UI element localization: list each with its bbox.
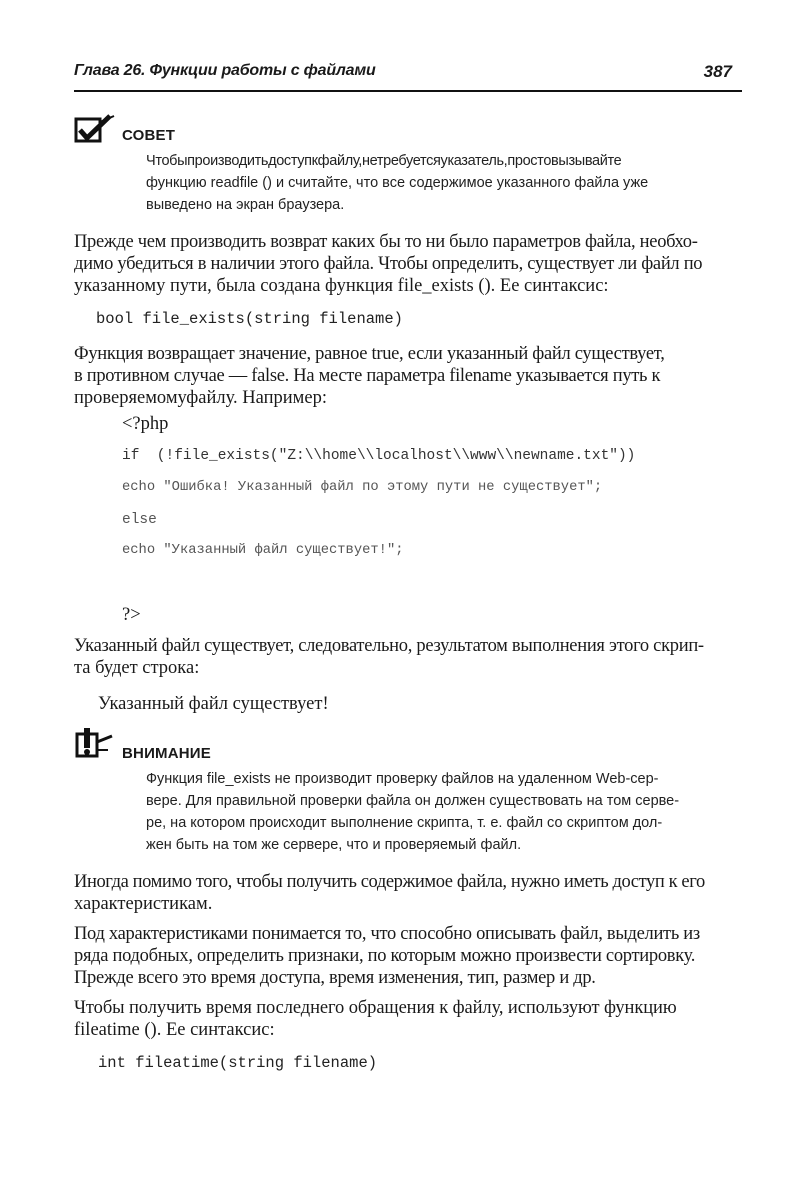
code-echo-ok: echo "Указанный файл существует!"; <box>122 543 404 558</box>
chapter-title: Глава 26. Функции работы с файлами <box>74 62 376 79</box>
paragraph-5-line-3: Прежде всего это время доступа, время изменения, тип, размер и др. <box>74 968 596 988</box>
page-header <box>74 62 742 92</box>
paragraph-5-line-1: Под характеристиками понимается то, что способно описывать файл, выделить из <box>74 924 700 944</box>
paragraph-2-line-3: проверяемомуфайлу. Например: <box>74 388 327 408</box>
warning-line-2: вере. Для правильной проверки файла он должен существовать на том серве- <box>146 793 680 809</box>
tip-line-2: функцию readfile () и считайте, что все содержимое указанного файла уже <box>146 175 649 191</box>
result-output: Указанный файл существует! <box>98 694 329 714</box>
warning-sign-icon <box>74 726 116 760</box>
warning-line-1: Функция file_exists не производит проверку файлов на удаленном Web-сер- <box>146 771 659 787</box>
checkmark-pencil-icon <box>74 114 116 144</box>
paragraph-3-line-2: та будет строка: <box>74 658 200 678</box>
paragraph-2-line-1: Функция возвращает значение, равное true, если указанный файл существует, <box>74 344 665 364</box>
paragraph-1-line-3: указанному пути, была создана функция file_exists (). Ее синтаксис: <box>74 276 609 296</box>
code-else: else <box>122 512 157 528</box>
tip-line-1: Чтобыпроизводитьдоступкфайлу,нетребуетсяуказатель,простовызывайте <box>146 153 622 169</box>
page-number: 387 <box>703 62 732 81</box>
syntax-file-exists: bool file_exists(string filename) <box>96 310 403 328</box>
paragraph-4-line-2: характеристикам. <box>74 894 213 914</box>
paragraph-1-line-2: димо убедиться в наличии этого файла. Чтобы определить, существует ли файл по <box>74 254 703 274</box>
code-php-open: <?php <box>122 414 169 434</box>
paragraph-3-line-1: Указанный файл существует, следовательно, результатом выполнения этого скрип- <box>74 636 704 656</box>
code-if-line: if (!file_exists("Z:\\home\\localhost\\www\\newname.txt")) <box>122 448 636 464</box>
warning-title: ВНИМАНИЕ <box>122 745 211 762</box>
paragraph-1-line-1: Прежде чем производить возврат каких бы то ни было параметров файла, необхо- <box>74 232 698 252</box>
paragraph-4-line-1: Иногда помимо того, чтобы получить содержимое файла, нужно иметь доступ к его <box>74 872 705 892</box>
syntax-fileatime: int fileatime(string filename) <box>98 1054 378 1072</box>
tip-title: СОВЕТ <box>122 127 176 144</box>
paragraph-2-line-2: в противном случае — false. На месте параметра filename указывается путь к <box>74 366 661 386</box>
code-php-close: ?> <box>122 605 141 625</box>
code-echo-error: echo "Ошибка! Указанный файл по этому пути не существует"; <box>122 480 603 495</box>
tip-line-3: выведено на экран браузера. <box>146 197 345 213</box>
paragraph-5-line-2: ряда подобных, определить признаки, по которым можно произвести сортировку. <box>74 946 696 966</box>
paragraph-6-line-2: fileatime (). Ее синтаксис: <box>74 1020 275 1040</box>
warning-line-3: ре, на котором происходит выполнение скрипта, т. е. файл со скриптом дол- <box>146 815 663 831</box>
paragraph-6-line-1: Чтобы получить время последнего обращения к файлу, используют функцию <box>74 998 677 1018</box>
warning-line-4: жен быть на том же сервере, что и проверяемый файл. <box>146 837 522 853</box>
